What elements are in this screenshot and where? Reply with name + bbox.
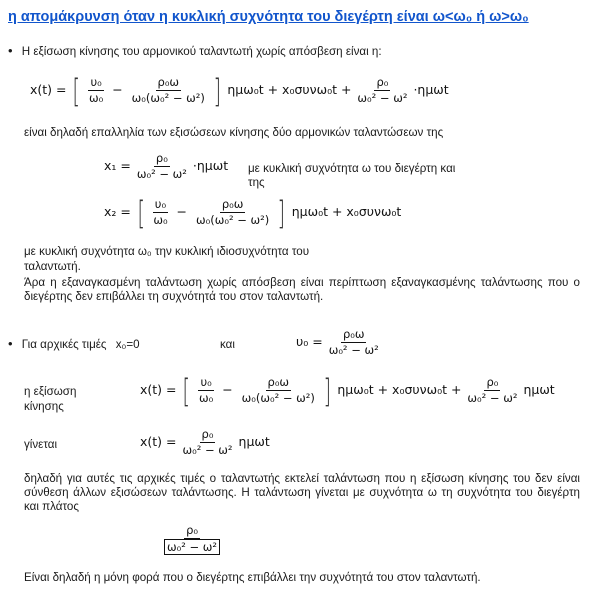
amplitude-frac: $\frac{\text{ρ₀}}{\text{ω₀² − ω²}}$ bbox=[164, 524, 220, 555]
paragraph-natural-freq: με κυκλική συχνότητα ω₀ την κυκλική ιδιοσυχνότητα του bbox=[24, 245, 310, 258]
eq2-frac-b: $\frac{\text{ρ₀ω}}{\text{ω₀(ω₀² − ω²)}}$ bbox=[241, 375, 315, 405]
paragraph-superposition: είναι δηλαδή επαλληλία των εξισώσεων κίνησης δύο αρμονικών ταλαντώσεων της bbox=[24, 126, 444, 139]
eq2-rest: ημω₀t + x₀συνω₀t + bbox=[337, 382, 462, 397]
eq3-lhs: x(t) = bbox=[140, 434, 177, 449]
x0-value: x₀=0 bbox=[115, 338, 140, 351]
intro-text: Η εξίσωση κίνησης του αρμονικού ταλαντωτή χωρίς απόσβεση είναι η: bbox=[21, 45, 382, 58]
x2-lhs: x₂ = bbox=[104, 204, 131, 219]
eq1-lhs: x(t) = bbox=[30, 82, 67, 97]
eq3-tail: ημωt bbox=[238, 434, 270, 449]
paragraph-final: Είναι δηλαδή η μόνη φορά που ο διεγέρτης επιβάλλει την συχνότητά του στον ταλαντωτή. bbox=[24, 571, 481, 584]
x1-note: με κυκλική συχνότητα ω του διεγέρτη και bbox=[248, 162, 456, 175]
eq1-frac-c: $\frac{\text{ρ₀}}{\text{ω₀² − ω²}}$ bbox=[357, 75, 408, 105]
x1-lhs: x₁ = bbox=[104, 158, 131, 173]
u0-frac: $\frac{\text{ρ₀ω}}{\text{ω₀² − ω²}}$ bbox=[328, 327, 379, 357]
u0-lhs: υ₀ = bbox=[296, 334, 323, 349]
equation-u0 bbox=[296, 328, 381, 357]
equation-1: x(t) = [ $\frac{\text{υ₀}}{\text{ω₀}}$ − $\frac{\text{ρ₀ω}}{\text{ω₀(ω₀² − ω²)}}$ ] ημω₀t + x₀συνω₀t + $\frac{\text{ρ₀}}{\text{ω₀² − ω²}}$ ·ημωt bbox=[30, 71, 449, 110]
amplitude-expression bbox=[164, 524, 220, 555]
eq1-frac-a: $\frac{\text{υ₀}}{\text{ω₀}}$ bbox=[88, 75, 104, 105]
intro-line bbox=[8, 44, 382, 59]
eq1-frac-b: $\frac{\text{ρ₀ω}}{\text{ω₀(ω₀² − ω²)}}$ bbox=[131, 75, 205, 105]
label-equation-cont: κίνησης bbox=[24, 400, 64, 413]
x2-frac-b: $\frac{\text{ρ₀ω}}{\text{ω₀(ω₀² − ω²)}}$ bbox=[196, 197, 270, 227]
paragraph-conclusion: Άρα η εξαναγκασμένη ταλάντωση χωρίς απόσβεση είναι περίπτωση εξαναγκασμένης ταλάντωσης που ο διεγέρτης δεν επιβάλλει τη συχνότητά του στον ταλαντωτή. bbox=[24, 276, 580, 303]
eq1-tail: ·ημωt bbox=[413, 82, 449, 97]
eq2-frac-c: $\frac{\text{ρ₀}}{\text{ω₀² − ω²}}$ bbox=[467, 375, 518, 405]
paragraph-natural-freq-cont: ταλαντωτή. bbox=[24, 260, 81, 273]
label-equation: η εξίσωση bbox=[24, 385, 77, 398]
equation-x1 bbox=[104, 152, 228, 181]
eq2-lhs: x(t) = bbox=[140, 382, 177, 397]
initial-values-text: Για αρχικές τιμές bbox=[21, 338, 107, 351]
x1-tail: ·ημωt bbox=[192, 158, 229, 173]
paragraph-amplitude: δηλαδή για αυτές τις αρχικές τιμές ο ταλαντωτής εκτελεί ταλάντωση που η εξίσωση κίνησης του δεν είναι σύνθεση άλλων εξισώσεων ταλάντωσης. Η ταλάντωση γίνεται με συχνότητα ω τη συχνότητα του διεγέρτη και πλάτος bbox=[24, 472, 580, 513]
and-word: και bbox=[220, 338, 235, 351]
eq2-tail: ημωt bbox=[523, 382, 555, 397]
eq2-frac-a: $\frac{\text{υ₀}}{\text{ω₀}}$ bbox=[198, 375, 214, 405]
bullet-icon: • bbox=[8, 336, 13, 351]
initial-values-line bbox=[8, 337, 140, 352]
x2-frac-a: $\frac{\text{υ₀}}{\text{ω₀}}$ bbox=[153, 197, 168, 227]
equation-2: x(t) = [ $\frac{\text{υ₀}}{\text{ω₀}}$ − $\frac{\text{ρ₀ω}}{\text{ω₀(ω₀² − ω²)}}$ ] ημω₀t + x₀συνω₀t + $\frac{\text{ρ₀}}{\text{ω₀² − ω²}}$ ημωt bbox=[140, 371, 555, 410]
eq1-rest: ημω₀t + x₀συνω₀t + bbox=[227, 82, 352, 97]
page-title: η απομάκρυνση όταν η κυκλική συχνότητα του διεγέρτη είναι ω<ω₀ ή ω>ω₀ bbox=[8, 9, 529, 25]
eq3-frac: $\frac{\text{ρ₀}}{\text{ω₀² − ω²}}$ bbox=[182, 427, 233, 457]
x1-note-cont: της bbox=[248, 176, 265, 189]
bullet-icon: • bbox=[8, 43, 13, 58]
equation-3 bbox=[140, 428, 270, 457]
x2-rest: ημω₀t + x₀συνω₀t bbox=[291, 204, 402, 219]
equation-x2: x₂ = [ $\frac{\text{υ₀}}{\text{ω₀}}$ − $\frac{\text{ρ₀ω}}{\text{ω₀(ω₀² − ω²)}}$ ] ημω₀t + x₀συνω₀t bbox=[104, 193, 402, 232]
x1-frac: $\frac{\text{ρ₀}}{\text{ω₀² − ω²}}$ bbox=[136, 151, 187, 181]
label-becomes: γίνεται bbox=[24, 438, 58, 451]
